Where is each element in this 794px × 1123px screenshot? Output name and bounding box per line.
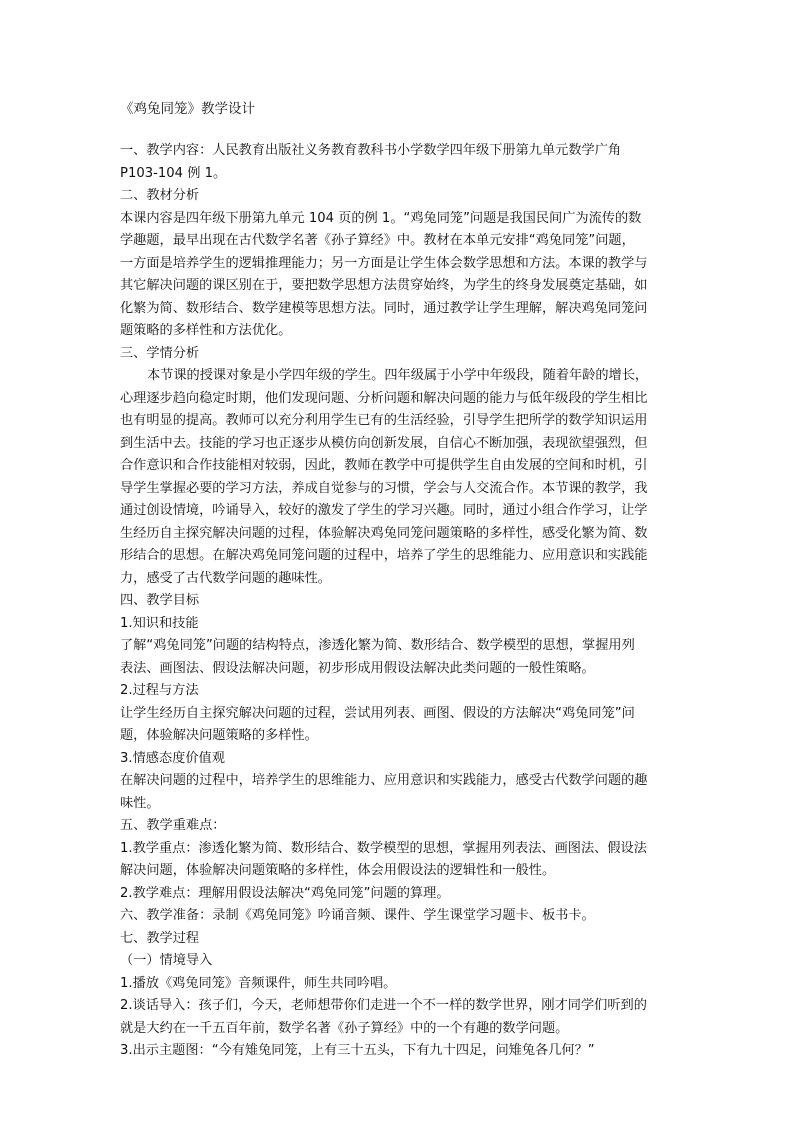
paragraph-line: 本课内容是四年级下册第九单元 104 页的例 1。“鸡兔同笼”问题是我国民间广为流传的数: [120, 210, 642, 226]
subheading: 2.过程与方法: [120, 683, 199, 698]
paragraph-line: 学趣题，最早出现在古代数学名著《孙子算经》中。教材在本单元安排“鸡兔同笼”问题，: [120, 233, 635, 248]
section-heading-key-points: 五、教学重难点：: [120, 818, 226, 833]
paragraph-line: 表法、画图法、假设法解决问题，初步形成用假设法解决此类问题的一般性策略。: [120, 660, 595, 676]
paragraph-line: 1.播放《鸡兔同笼》音频课件，师生共同吟唱。: [120, 975, 397, 991]
paragraph-line: 一方面是培养学生的逻辑推理能力；另一方面是让学生体会数学思想和方法。本课的教学与: [120, 255, 648, 271]
paragraph-line: 心理逐步趋向稳定时期，他们发现问题、分析问题和解决问题的能力与低年级段的学生相比: [120, 390, 648, 406]
paragraph-line: 导学生掌握必要的学习方法，养成自觉参与的习惯，学会与人交流合作。本节课的教学，我: [120, 480, 648, 496]
paragraph-line: 了解“鸡兔同笼”问题的结构特点，渗透化繁为简、数形结合、数学模型的思想，掌握用列: [120, 638, 635, 653]
subheading: 3.情感态度价值观: [120, 750, 225, 766]
paragraph-line: 题，体验解决问题策略的多样性。: [120, 728, 318, 743]
paragraph-line: 题策略的多样性和方法优化。: [120, 323, 292, 338]
paragraph-line: 让学生经历自主探究解决问题的过程，尝试用列表、画图、假设的方法解决“鸡兔同笼”问: [120, 705, 635, 721]
paragraph-line: 1.教学重点：渗透化繁为简、数形结合、数学模型的思想，掌握用列表法、画图法、假设法: [120, 840, 647, 856]
paragraph-line: 解决问题，体验解决问题策略的多样性，体会用假设法的逻辑性和一般性。: [120, 863, 556, 878]
paragraph-line: 也有明显的提高。教师可以充分利用学生已有的生活经验，引导学生把所学的数学知识运用: [120, 413, 648, 428]
document-page: [120, 98, 680, 1063]
paragraph-line: 2.谈话导入：孩子们，今天，老师想带你们走进一个不一样的数学世界，刚才同学们听到的: [120, 998, 647, 1013]
paragraph-line: 3.出示主题图：“今有雉兔同笼，上有三十五头，下有九十四足，问雉兔各几何？”: [120, 1043, 595, 1058]
section-one-text: P103-104 例 1。: [120, 165, 227, 181]
paragraph-line: 化繁为简、数形结合、数学建模等思想方法。同时，通过教学让学生理解，解决鸡兔同笼问: [120, 300, 648, 316]
paragraph-line: 本节课的授课对象是小学四年级的学生。四年级属于小学中年级段，随着年龄的增长，: [147, 368, 649, 383]
paragraph-line: 就是大约在一千五百年前，数学名著《孙子算经》中的一个有趣的数学问题。: [120, 1020, 569, 1036]
section-heading-objectives: 四、教学目标: [120, 593, 200, 608]
paragraph-line: 力，感受了古代数学问题的趣味性。: [120, 570, 331, 586]
paragraph-line: 生经历自主探究解决问题的过程，体验解决鸡兔同笼问题策略的多样性，感受化繁为简、数: [120, 525, 648, 541]
section-heading-textbook-analysis: 二、教材分析: [120, 188, 200, 203]
paragraph-line: 通过创设情境，吟诵导入，较好的激发了学生的学习兴趣。同时，通过小组合作学习，让学: [120, 503, 648, 518]
section-heading-preparation: 六、教学准备：录制《鸡兔同笼》吟诵音频、课件、学生课堂学习题卡、板书卡。: [120, 908, 595, 923]
subheading: （一）情境导入: [120, 953, 213, 968]
paragraph-line: 合作意识和合作技能相对较弱，因此，教师在教学中可提供学生自由发展的空间和时机，引: [120, 458, 648, 473]
subheading: 1.知识和技能: [120, 615, 199, 631]
document-title: 《鸡兔同笼》教学设计: [120, 101, 255, 117]
section-one-text: 一、教学内容：人民教育出版社义务教育教科书小学数学四年级下册第九单元数学广角: [120, 143, 622, 158]
paragraph-line: 形结合的思想。在解决鸡兔同笼问题的过程中，培养了学生的思维能力、应用意识和实践能: [120, 548, 648, 563]
paragraph-line: 在解决问题的过程中，培养学生的思维能力、应用意识和实践能力，感受古代数学问题的趣: [120, 773, 648, 788]
section-heading-process: 七、教学过程: [120, 930, 200, 946]
paragraph-line: 到生活中去。技能的学习也正逐步从模仿向创新发展，自信心不断加强，表现欲望强烈，但: [120, 435, 648, 451]
paragraph-line: 其它解决问题的课区别在于，要把数学思想方法贯穿始终，为学生的终身发展奠定基础，如: [120, 278, 648, 293]
paragraph-line: 2.教学难点：理解用假设法解决“鸡兔同笼”问题的算理。: [120, 885, 450, 901]
paragraph-line: 味性。: [120, 795, 160, 811]
section-heading-student-analysis: 三、学情分析: [120, 345, 200, 361]
